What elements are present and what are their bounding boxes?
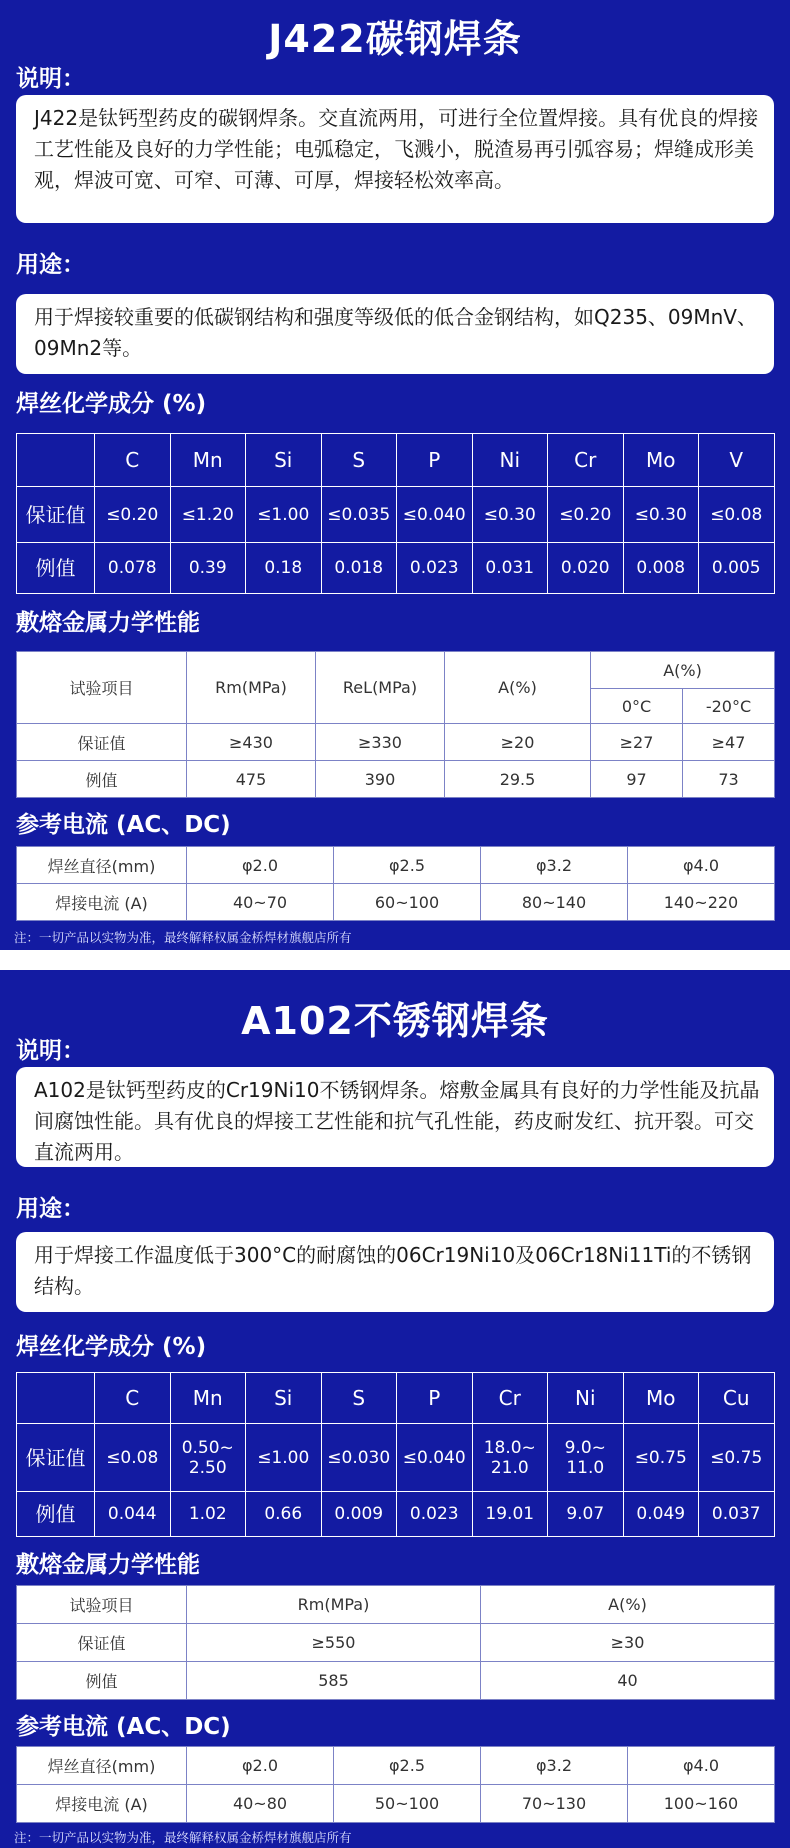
table-row bbox=[17, 884, 775, 921]
table-row bbox=[17, 1747, 775, 1785]
chemical-header-row bbox=[17, 1373, 775, 1424]
element-header: S bbox=[321, 1373, 397, 1424]
header-cell: A(%) bbox=[591, 652, 775, 689]
row-label: 焊丝直径(mm) bbox=[17, 847, 187, 884]
element-header: Si bbox=[246, 1373, 322, 1424]
table-cell: ≤0.035 bbox=[321, 487, 397, 543]
table-row bbox=[17, 1624, 775, 1662]
mechanical-header-row bbox=[17, 1586, 775, 1624]
table-cell: ≤0.30 bbox=[623, 487, 699, 543]
a102-panel bbox=[0, 970, 790, 1848]
element-header: Mn bbox=[170, 1373, 246, 1424]
table-cell: ≤1.20 bbox=[170, 487, 246, 543]
chemical-heading: 焊丝化学成分 (%) bbox=[16, 391, 207, 417]
element-header: Cr bbox=[548, 434, 624, 487]
table-cell: 475 bbox=[187, 761, 316, 798]
table-cell: ≥550 bbox=[187, 1624, 481, 1662]
table-cell: 0.023 bbox=[397, 1492, 473, 1537]
table-cell: 9.0~ 11.0 bbox=[548, 1424, 624, 1492]
row-label: 焊接电流 (A) bbox=[17, 884, 187, 921]
header-cell: 试验项目 bbox=[17, 652, 187, 724]
row-label: 保证值 bbox=[17, 724, 187, 761]
row-label: 保证值 bbox=[17, 487, 95, 543]
header-cell: -20°C bbox=[683, 689, 775, 724]
table-cell: ≤0.08 bbox=[699, 487, 775, 543]
footer-note: 注：一切产品以实物为准，最终解释权属金桥焊材旗舰店所有 bbox=[14, 1830, 352, 1845]
table-cell: φ3.2 bbox=[481, 847, 628, 884]
element-header: Cu bbox=[699, 1373, 775, 1424]
header-cell: Rm(MPa) bbox=[187, 1586, 481, 1624]
table-cell: 40 bbox=[481, 1662, 775, 1700]
row-label: 例值 bbox=[17, 1492, 95, 1537]
table-cell: 0.66 bbox=[246, 1492, 322, 1537]
table-row bbox=[17, 761, 775, 798]
table-cell: 0.078 bbox=[95, 543, 171, 594]
header-cell: A(%) bbox=[445, 652, 591, 724]
chemical-header-row bbox=[17, 434, 775, 487]
row-label: 保证值 bbox=[17, 1624, 187, 1662]
row-label: 焊丝直径(mm) bbox=[17, 1747, 187, 1785]
table-cell: 73 bbox=[683, 761, 775, 798]
table-cell: 0.049 bbox=[623, 1492, 699, 1537]
table-cell: 390 bbox=[316, 761, 445, 798]
table-cell: φ4.0 bbox=[628, 1747, 775, 1785]
table-cell: 140~220 bbox=[628, 884, 775, 921]
table-cell: 0.005 bbox=[699, 543, 775, 594]
element-header: Mo bbox=[623, 1373, 699, 1424]
table-cell: 97 bbox=[591, 761, 683, 798]
element-header: P bbox=[397, 1373, 473, 1424]
element-header: Mn bbox=[170, 434, 246, 487]
footer-note: 注：一切产品以实物为准，最终解释权属金桥焊材旗舰店所有 bbox=[14, 930, 352, 945]
table-cell: ≤0.75 bbox=[699, 1424, 775, 1492]
table-cell: ≤1.00 bbox=[246, 487, 322, 543]
table-cell: 70~130 bbox=[481, 1785, 628, 1823]
current-table bbox=[16, 846, 775, 921]
table-cell: ≥47 bbox=[683, 724, 775, 761]
table-row bbox=[17, 487, 775, 543]
table-cell: ≤0.08 bbox=[95, 1424, 171, 1492]
table-cell: 100~160 bbox=[628, 1785, 775, 1823]
table-cell: ≤0.040 bbox=[397, 487, 473, 543]
element-header: P bbox=[397, 434, 473, 487]
table-cell: φ2.5 bbox=[334, 847, 481, 884]
table-cell: 0.020 bbox=[548, 543, 624, 594]
row-label: 例值 bbox=[17, 761, 187, 798]
mechanical-header-row bbox=[17, 652, 775, 689]
table-cell: ≥330 bbox=[316, 724, 445, 761]
row-label: 焊接电流 (A) bbox=[17, 1785, 187, 1823]
description-text: A102是钛钙型药皮的Cr19Ni10不锈钢焊条。熔敷金属具有良好的力学性能及抗晶间腐蚀性能。具有优良的焊接工艺性能和抗气孔性能，药皮耐发红、抗开裂。可交直流两用。 bbox=[16, 1067, 774, 1167]
table-cell: φ3.2 bbox=[481, 1747, 628, 1785]
header-cell: A(%) bbox=[481, 1586, 775, 1624]
table-cell: 60~100 bbox=[334, 884, 481, 921]
row-label: 例值 bbox=[17, 1662, 187, 1700]
current-heading: 参考电流 (AC、DC) bbox=[16, 812, 231, 838]
table-cell: ≤0.75 bbox=[623, 1424, 699, 1492]
table-cell: 9.07 bbox=[548, 1492, 624, 1537]
element-header: C bbox=[95, 434, 171, 487]
element-header: S bbox=[321, 434, 397, 487]
table-cell: ≥20 bbox=[445, 724, 591, 761]
usage-text: 用于焊接较重要的低碳钢结构和强度等级低的低合金钢结构，如Q235、09MnV、09Mn2等。 bbox=[16, 294, 774, 374]
description-text: J422是钛钙型药皮的碳钢焊条。交直流两用，可进行全位置焊接。具有优良的焊接工艺性能及良好的力学性能；电弧稳定，飞溅小，脱渣易再引弧容易；焊缝成形美观，焊波可宽、可窄、可薄、可厚，焊接轻松效率高。 bbox=[16, 95, 774, 223]
table-cell: 40~70 bbox=[187, 884, 334, 921]
table-row bbox=[17, 847, 775, 884]
page-title: J422碳钢焊条 bbox=[268, 17, 522, 61]
header-cell: ReL(MPa) bbox=[316, 652, 445, 724]
table-cell: 19.01 bbox=[472, 1492, 548, 1537]
description-heading: 说明： bbox=[16, 66, 85, 92]
table-cell: 0.044 bbox=[95, 1492, 171, 1537]
table-row bbox=[17, 1662, 775, 1700]
element-header: Ni bbox=[472, 434, 548, 487]
table-cell: 0.008 bbox=[623, 543, 699, 594]
table-cell: 1.02 bbox=[170, 1492, 246, 1537]
table-row bbox=[17, 1492, 775, 1537]
table-cell: 0.009 bbox=[321, 1492, 397, 1537]
table-cell: 50~100 bbox=[334, 1785, 481, 1823]
table-cell: ≥430 bbox=[187, 724, 316, 761]
table-cell: ≥30 bbox=[481, 1624, 775, 1662]
table-row bbox=[17, 724, 775, 761]
current-heading: 参考电流 (AC、DC) bbox=[16, 1714, 231, 1740]
mechanical-heading: 敷熔金属力学性能 bbox=[16, 610, 200, 636]
element-header: Cr bbox=[472, 1373, 548, 1424]
mechanical-heading: 敷熔金属力学性能 bbox=[16, 1552, 200, 1578]
table-row bbox=[17, 543, 775, 594]
mechanical-table bbox=[16, 651, 775, 798]
table-cell: φ2.0 bbox=[187, 847, 334, 884]
usage-heading: 用途： bbox=[16, 1196, 85, 1222]
table-cell: ≤0.30 bbox=[472, 487, 548, 543]
table-cell: 585 bbox=[187, 1662, 481, 1700]
row-label: 保证值 bbox=[17, 1424, 95, 1492]
table-cell: 0.023 bbox=[397, 543, 473, 594]
table-cell: 18.0~ 21.0 bbox=[472, 1424, 548, 1492]
current-table bbox=[16, 1746, 775, 1823]
table-cell: ≥27 bbox=[591, 724, 683, 761]
table-cell: ≤1.00 bbox=[246, 1424, 322, 1492]
table-cell: 0.50~ 2.50 bbox=[170, 1424, 246, 1492]
header-cell: Rm(MPa) bbox=[187, 652, 316, 724]
table-cell: 29.5 bbox=[445, 761, 591, 798]
table-cell: 0.037 bbox=[699, 1492, 775, 1537]
table-cell: φ4.0 bbox=[628, 847, 775, 884]
table-row bbox=[17, 1424, 775, 1492]
table-cell: 40~80 bbox=[187, 1785, 334, 1823]
chemical-heading: 焊丝化学成分 (%) bbox=[16, 1334, 207, 1360]
table-cell: 0.018 bbox=[321, 543, 397, 594]
description-heading: 说明： bbox=[16, 1038, 85, 1064]
mechanical-table bbox=[16, 1585, 775, 1700]
chemical-table bbox=[16, 1372, 775, 1537]
table-cell: ≤0.20 bbox=[95, 487, 171, 543]
element-header: V bbox=[699, 434, 775, 487]
corner-cell bbox=[17, 434, 95, 487]
table-row bbox=[17, 1785, 775, 1823]
row-label: 例值 bbox=[17, 543, 95, 594]
table-cell: 0.18 bbox=[246, 543, 322, 594]
table-cell: ≤0.20 bbox=[548, 487, 624, 543]
corner-cell bbox=[17, 1373, 95, 1424]
usage-text: 用于焊接工作温度低于300°C的耐腐蚀的06Cr19Ni10及06Cr18Ni11Ti的不锈钢结构。 bbox=[16, 1232, 774, 1312]
header-cell: 0°C bbox=[591, 689, 683, 724]
chemical-table bbox=[16, 433, 775, 594]
table-cell: φ2.0 bbox=[187, 1747, 334, 1785]
table-cell: ≤0.040 bbox=[397, 1424, 473, 1492]
element-header: Mo bbox=[623, 434, 699, 487]
header-cell: 试验项目 bbox=[17, 1586, 187, 1624]
table-cell: 0.39 bbox=[170, 543, 246, 594]
table-cell: φ2.5 bbox=[334, 1747, 481, 1785]
table-cell: ≤0.030 bbox=[321, 1424, 397, 1492]
usage-heading: 用途： bbox=[16, 252, 85, 278]
table-cell: 80~140 bbox=[481, 884, 628, 921]
table-cell: 0.031 bbox=[472, 543, 548, 594]
element-header: C bbox=[95, 1373, 171, 1424]
page-title: A102不锈钢焊条 bbox=[241, 999, 549, 1043]
element-header: Ni bbox=[548, 1373, 624, 1424]
element-header: Si bbox=[246, 434, 322, 487]
